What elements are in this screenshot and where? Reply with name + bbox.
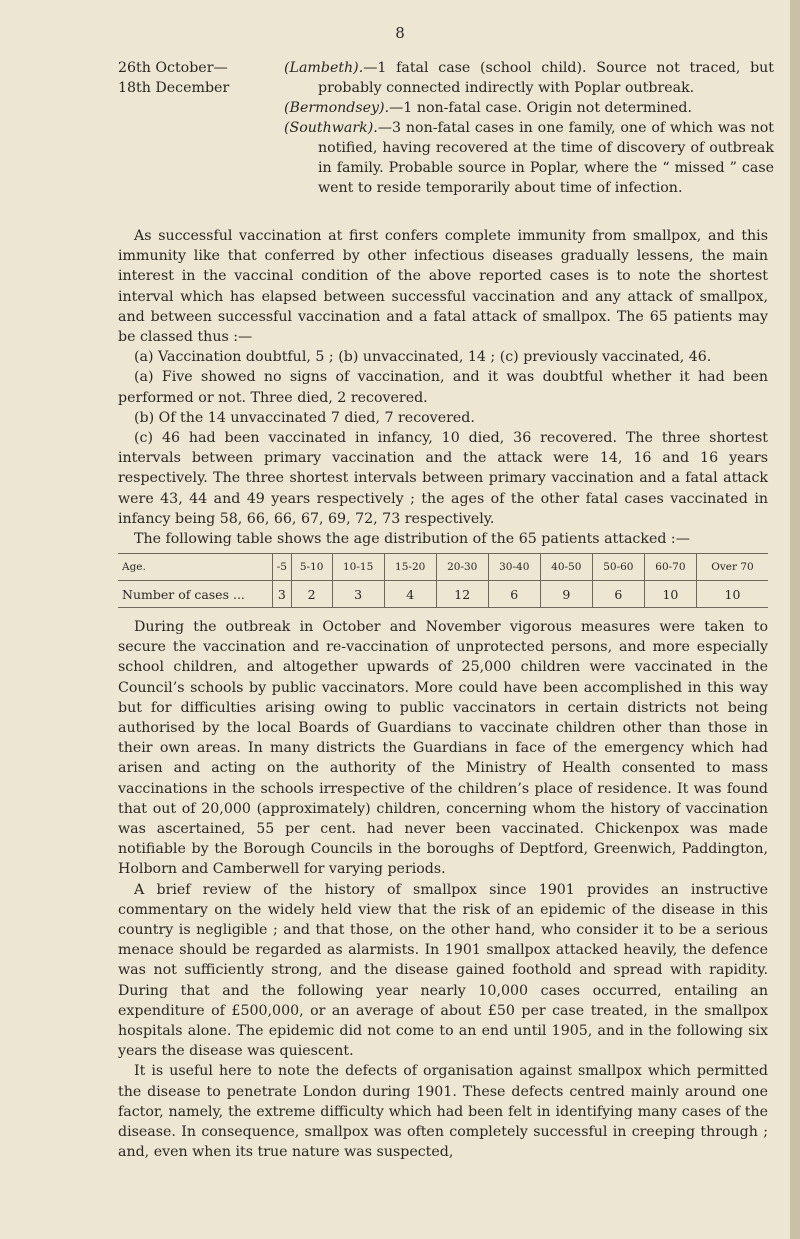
- body-text-b: [118, 617, 768, 1162]
- entry-place: (Lambeth).: [284, 60, 364, 76]
- paragraph: It is useful here to note the defects of organisation against smallpox which permitted the disease to penetrate London during 1901. These defects centred mainly around one factor, namely, the extreme difficulty which had been felt in identifying many cases of the disease. In consequence, smallpox was often completely successful in creeping through ; and, even when its true nature was suspected,: [118, 1063, 768, 1161]
- page-number: 8: [395, 24, 405, 42]
- body-text-a: [118, 226, 768, 549]
- entry-southwark: [284, 118, 774, 198]
- entry-place: (Southwark).: [284, 120, 378, 136]
- header-cell: 5-10: [291, 554, 332, 581]
- entry-text: —3 non-fatal cases in one family, one of which was not notified, having recovered at the time of discovery of outbreak in family. Probable source in Poplar, where the “ missed ” case went to reside temporarily about time of infection.: [318, 120, 774, 196]
- entry-text: —1 non-fatal case. Origin not determined.: [389, 100, 693, 116]
- paragraph: During the outbreak in October and November vigorous measures were taken to secure the vaccination and re-vaccination of unprotected persons, and more especially school children, and altogether upwards of 25,000 children were vaccinated in the Council’s schools by public vaccinators. More could have been accomplished in this way but for difficulties arising owing to public vaccinators in certain districts not being authorised by the local Boards of Guardians to vaccinate children other than those in their own areas. In many districts the Guardians in face of the emergency which had arisen and acting on the authority of the Ministry of Health consented to mass vaccinations in the schools irrespective of the children’s place of residence. It was found that out of 20,000 (approximately) children, concerning whom the history of vaccination was ascertained, 55 per cent. had never been vaccinated. Chickenpox was made notifiable by the Borough Councils in the boroughs of Deptford, Greenwich, Paddington, Holborn and Camberwell for varying periods.: [118, 619, 768, 878]
- paragraph: (b) Of the 14 unvaccinated 7 died, 7 recovered.: [134, 409, 475, 426]
- header-cell: 15-20: [384, 554, 436, 581]
- header-cell: Over 70: [696, 554, 768, 581]
- date-line-2: 18th December: [118, 80, 230, 96]
- value-cell: 10: [644, 581, 696, 608]
- paragraph: (a) Five showed no signs of vaccination, and it was doubtful whether it had been performed or not. Three died, 2 recovered.: [118, 369, 768, 406]
- header-cell: 60-70: [644, 554, 696, 581]
- entry-lambeth: [284, 58, 774, 98]
- row-label: Number of cases ...: [122, 586, 245, 602]
- header-cell: 20-30: [436, 554, 488, 581]
- value-cell: 12: [436, 581, 488, 608]
- table-row: [118, 581, 768, 608]
- date-range: [118, 58, 268, 98]
- entry-text: —1 fatal case (school child). Source not traced, but probably connected indirectly with Poplar outbreak.: [318, 60, 774, 96]
- header-cell: 50-60: [592, 554, 644, 581]
- value-cell: 3: [332, 581, 384, 608]
- age-distribution-table: [118, 553, 768, 608]
- table-header-row: [118, 554, 768, 581]
- paragraph: The following table shows the age distribution of the 65 patients attacked :—: [134, 531, 690, 548]
- value-cell: 10: [696, 581, 768, 608]
- value-cell: 9: [540, 581, 592, 608]
- entry-place: (Bermondsey).: [284, 100, 390, 116]
- value-cell: 3: [273, 581, 292, 608]
- header-cell: 40-50: [540, 554, 592, 581]
- paragraph: (a) Vaccination doubtful, 5 ; (b) unvaccinated, 14 ; (c) previously vaccinated, 46.: [134, 349, 712, 366]
- value-cell: 6: [488, 581, 540, 608]
- value-cell: 2: [291, 581, 332, 608]
- paragraph: As successful vaccination at first confers complete immunity from smallpox, and this immunity like that conferred by other infectious diseases gradually lessens, the main interest in the vaccinal condition of the above reported cases is to note the shortest interval which has elapsed between successful vaccination and any attack of smallpox, and between successful vaccination and a fatal attack of smallpox. The 65 patients may be classed thus :—: [118, 228, 768, 346]
- header-cell: Age.: [118, 554, 273, 581]
- value-cell: 4: [384, 581, 436, 608]
- date-line-1: 26th October—: [118, 60, 228, 76]
- paragraph: (c) 46 had been vaccinated in infancy, 10 died, 36 recovered. The three shortest intervals between primary vaccination and the attack were 14, 16 and 16 years respectively. The three shortest intervals between primary vaccination and a fatal attack were 43, 44 and 49 years respectively ; the ages of the other fatal cases vaccinated in infancy being 58, 66, 66, 67, 69, 72, 73 respectively.: [118, 430, 768, 527]
- header-cell: 30-40: [488, 554, 540, 581]
- value-cell: 6: [592, 581, 644, 608]
- header-cell: -5: [273, 554, 292, 581]
- entries-list: [284, 58, 774, 198]
- page-edge: [790, 0, 800, 1239]
- entry-bermondsey: [284, 98, 774, 118]
- header-cell: 10-15: [332, 554, 384, 581]
- paragraph: A brief review of the history of smallpox since 1901 provides an instructive commentary on the widely held view that the risk of an epidemic of the disease in this country is negligible ; and that those, on the other hand, who consider it to be a serious menace should be regarded as alarmists. In 1901 smallpox attacked heavily, the defence was not sufficiently strong, and the disease gained foothold and spread with rapidity. During that and the following year nearly 10,000 cases occurred, entailing an expenditure of £500,000, or an average of about £50 per case treated, in the smallpox hospitals alone. The epidemic did not come to an end until 1905, and in the following six years the disease was quiescent.: [118, 881, 768, 1060]
